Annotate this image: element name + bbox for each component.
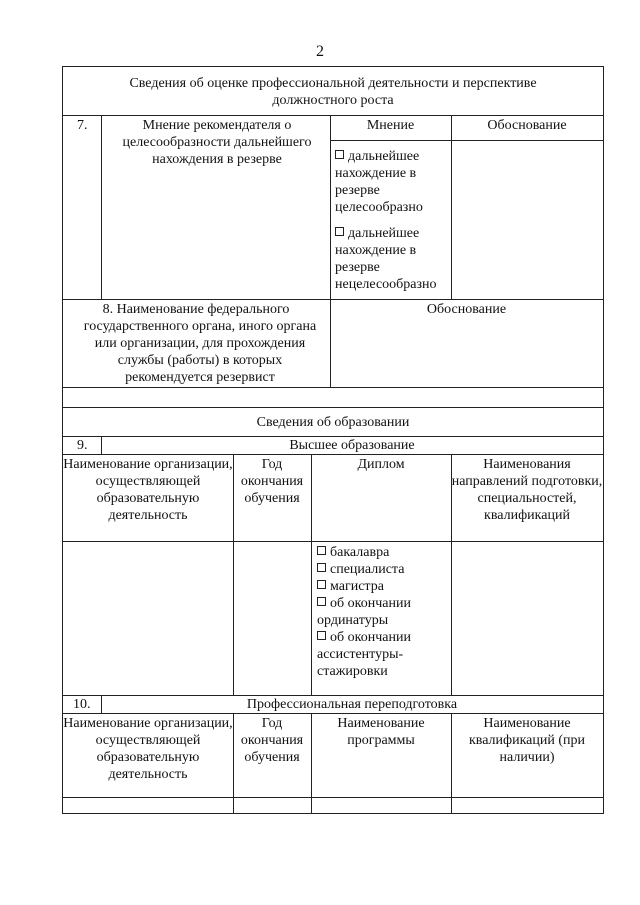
- checkbox-icon[interactable]: [317, 631, 326, 640]
- checkbox-icon[interactable]: [335, 227, 344, 236]
- option-assistantship[interactable]: [317, 629, 449, 680]
- row-7: [62, 116, 604, 300]
- option-bachelor[interactable]: [317, 544, 449, 561]
- row-8: [62, 300, 604, 388]
- option-reserve-not-advisable[interactable]: [335, 225, 447, 293]
- graduation-year-header: Год окончания обучения: [240, 457, 304, 506]
- reason-header: Обоснование: [426, 302, 507, 317]
- retraining-title: Профессиональная переподготовка: [246, 697, 458, 712]
- federal-body-label-text: Наименование федерального государственного органа, иного органа или организации, для прохождения службы (работы) в которых рекомендуется резервист: [83, 302, 317, 385]
- option-residency[interactable]: [317, 595, 449, 629]
- row-number: 8.: [102, 302, 114, 317]
- federal-body-label: [77, 300, 323, 387]
- row-10-title: [62, 696, 604, 714]
- option-label: об окончании ординатуры: [317, 596, 411, 628]
- row-9-headers: [62, 455, 604, 542]
- option-label: бакалавра: [330, 545, 390, 560]
- row-9-title: [62, 437, 604, 455]
- section-title-education: Сведения об образовании: [256, 415, 410, 430]
- section-title-row: [62, 408, 604, 437]
- option-master[interactable]: [317, 578, 449, 595]
- graduation-year-header: Год окончания обучения: [240, 716, 304, 765]
- program-name-header: Наименование программы: [337, 716, 425, 748]
- empty-row: [62, 388, 604, 408]
- option-reserve-advisable[interactable]: [335, 148, 447, 216]
- org-name-header: Наименование организации, осуществляющей образовательную деятельность: [63, 457, 233, 523]
- checkbox-icon[interactable]: [335, 150, 344, 159]
- checkbox-icon[interactable]: [317, 546, 326, 555]
- opinion-header: Мнение: [366, 118, 415, 133]
- reserve-form: [62, 66, 604, 814]
- reason-header: Обоснование: [487, 118, 567, 133]
- row-10-body: [62, 798, 604, 814]
- specialties-header: Наименования направлений подготовки, специальностей, квалификаций: [451, 457, 603, 523]
- option-label: дальнейшее нахождение в резерве нецелесообразно: [335, 226, 437, 292]
- opinion-options: [335, 142, 447, 293]
- page-number: 2: [316, 43, 324, 60]
- recommender-opinion-label: Мнение рекомендателя о целесообразности дальнейшего нахождения в резерве: [122, 118, 312, 167]
- row-number: 9.: [77, 438, 88, 453]
- row-9-body: [62, 542, 604, 696]
- option-label: специалиста: [330, 562, 405, 577]
- checkbox-icon[interactable]: [317, 580, 326, 589]
- row-10-headers: [62, 714, 604, 798]
- higher-education-title: Высшее образование: [289, 438, 415, 453]
- qualifications-header: Наименование квалификаций (при наличии): [468, 716, 586, 765]
- checkbox-icon[interactable]: [317, 563, 326, 572]
- diploma-header: Диплом: [357, 457, 405, 472]
- section-title-row: [62, 66, 604, 116]
- option-specialist[interactable]: [317, 561, 449, 578]
- option-label: магистра: [330, 579, 384, 594]
- option-label: об окончании ассистентуры-стажировки: [317, 630, 411, 679]
- row-number: 7.: [77, 118, 88, 133]
- option-label: дальнейшее нахождение в резерве целесообразно: [335, 149, 423, 215]
- row-number: 10.: [73, 697, 91, 712]
- diploma-options: [317, 542, 449, 695]
- org-name-header: Наименование организации, осуществляющей образовательную деятельность: [63, 716, 233, 782]
- checkbox-icon[interactable]: [317, 597, 326, 606]
- section-title-assessment: Сведения об оценке профессиональной деятельности и перспективе должностного роста: [129, 76, 537, 108]
